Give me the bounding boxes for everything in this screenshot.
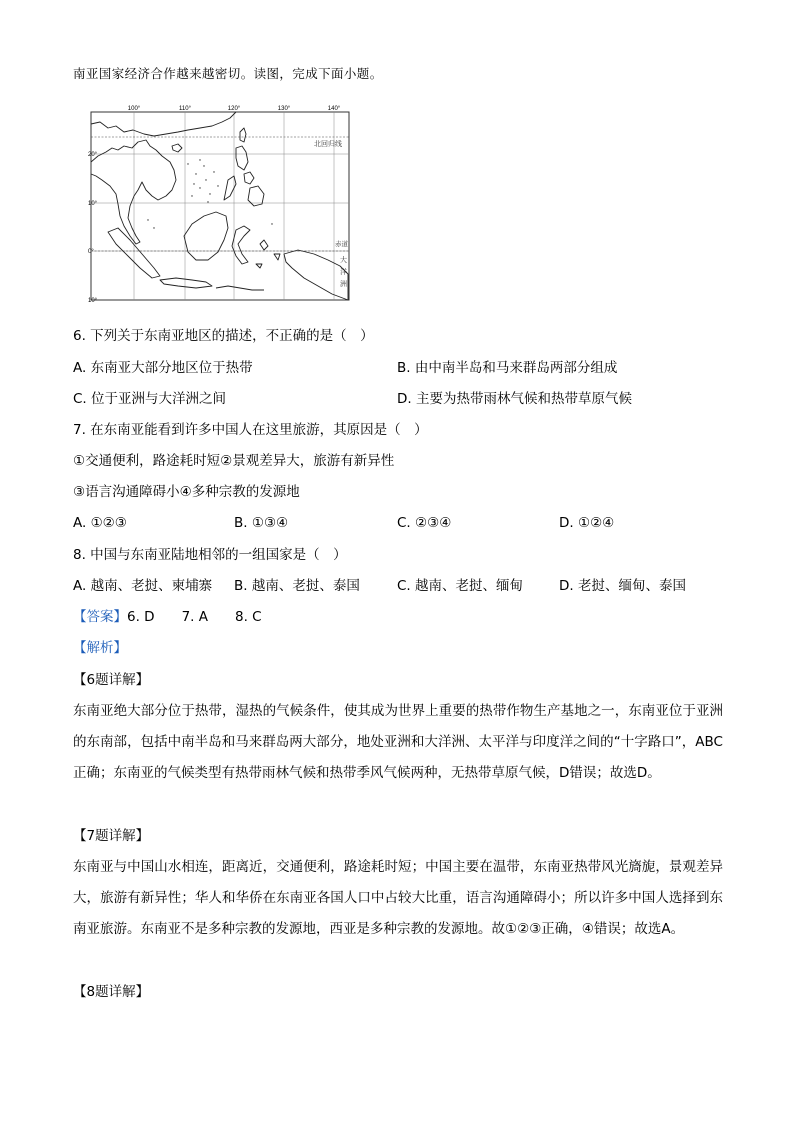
lon-label-110: 110° <box>179 106 191 112</box>
oceania-label-char-1: 大 <box>340 256 347 264</box>
southeast-asia-map <box>88 104 352 304</box>
answer-line <box>73 607 262 627</box>
lat-label-10n: 10° <box>88 201 98 207</box>
detail-7-title: 【7题详解】 <box>73 828 150 844</box>
oceania-label-char-2: 洋 <box>340 268 347 276</box>
equator-label: 赤道 <box>335 240 348 248</box>
q7-stem: 7. 在东南亚能看到许多中国人在这里旅游，其原因是（ ） <box>73 422 428 438</box>
q7-statements-2: ③语言沟通障碍小④多种宗教的发源地 <box>73 484 300 500</box>
answer-tag: 【答案】 <box>73 609 127 625</box>
answer-text: 6. D 7. A 8. C <box>127 609 262 625</box>
detail-6-title: 【6题详解】 <box>73 672 150 688</box>
lon-label-140: 140° <box>327 106 341 112</box>
q6-option-c[interactable]: C. 位于亚洲与大洋洲之间 <box>73 391 227 407</box>
lon-label-130: 130° <box>277 106 291 112</box>
scattered-islets <box>147 159 272 228</box>
q6-option-a[interactable]: A. 东南亚大部分地区位于热带 <box>73 360 253 376</box>
intro-text: 南亚国家经济合作越来越密切。读图，完成下面小题。 <box>73 66 383 81</box>
q7-statements-1: ①交通便利，路途耗时短②景观差异大，旅游有新异性 <box>73 453 395 469</box>
lat-label-0: 0° <box>88 249 94 255</box>
lat-label-20n: 20° <box>88 152 98 158</box>
q6-stem: 6. 下列关于东南亚地区的描述，不正确的是（ ） <box>73 328 374 344</box>
coastlines <box>91 112 348 300</box>
q7-option-a[interactable]: A. ①②③ <box>73 515 127 531</box>
lon-label-120: 120° <box>227 106 241 112</box>
q8-option-d[interactable]: D. 老挝、缅甸、泰国 <box>559 578 686 594</box>
analysis-tag: 【解析】 <box>73 640 127 656</box>
q7-option-c[interactable]: C. ②③④ <box>397 515 452 531</box>
q8-option-b[interactable]: B. 越南、老挝、泰国 <box>234 578 360 594</box>
q8-option-c[interactable]: C. 越南、老挝、缅甸 <box>397 578 524 594</box>
q7-option-b[interactable]: B. ①③④ <box>234 515 289 531</box>
q8-option-a[interactable]: A. 越南、老挝、柬埔寨 <box>73 578 213 594</box>
lon-label-100: 100° <box>127 106 141 112</box>
oceania-label-char-3: 洲 <box>340 280 347 288</box>
detail-7-body: 东南亚与中国山水相连，距离近，交通便利，路途耗时短；中国主要在温带，东南亚热带风光旖旎，景观差异大，旅游有新异性；华人和华侨在东南亚各国人口中占较大比重，语言沟通障碍小；所以许多中国人选择到东南亚旅游。东南亚不是多种宗教的发源地，西亚是多种宗教的发源地。故①②③正确，④错误；故选A。 <box>73 859 723 937</box>
q6-option-d[interactable]: D. 主要为热带雨林气候和热带草原气候 <box>397 391 632 407</box>
detail-6-body: 东南亚绝大部分位于热带，湿热的气候条件，使其成为世界上重要的热带作物生产基地之一，东南亚位于亚洲的东南部，包括中南半岛和马来群岛两大部分，地处亚洲和大洋洲、太平洋与印度洋之间的“十字路口”，ABC 正确；东南亚的气候类型有热带雨林气候和热带季风气候两种，无热带草原气候，D错误；故选D。 <box>73 703 723 781</box>
tropic-of-cancer-label: 北回归线 <box>314 140 342 148</box>
q6-option-b[interactable]: B. 由中南半岛和马来群岛两部分组成 <box>397 360 618 376</box>
q8-stem: 8. 中国与东南亚陆地相邻的一组国家是（ ） <box>73 547 347 563</box>
q7-option-d[interactable]: D. ①②④ <box>559 515 615 531</box>
detail-8-title: 【8题详解】 <box>73 984 150 1000</box>
lat-label-10s: 10° <box>88 298 98 304</box>
